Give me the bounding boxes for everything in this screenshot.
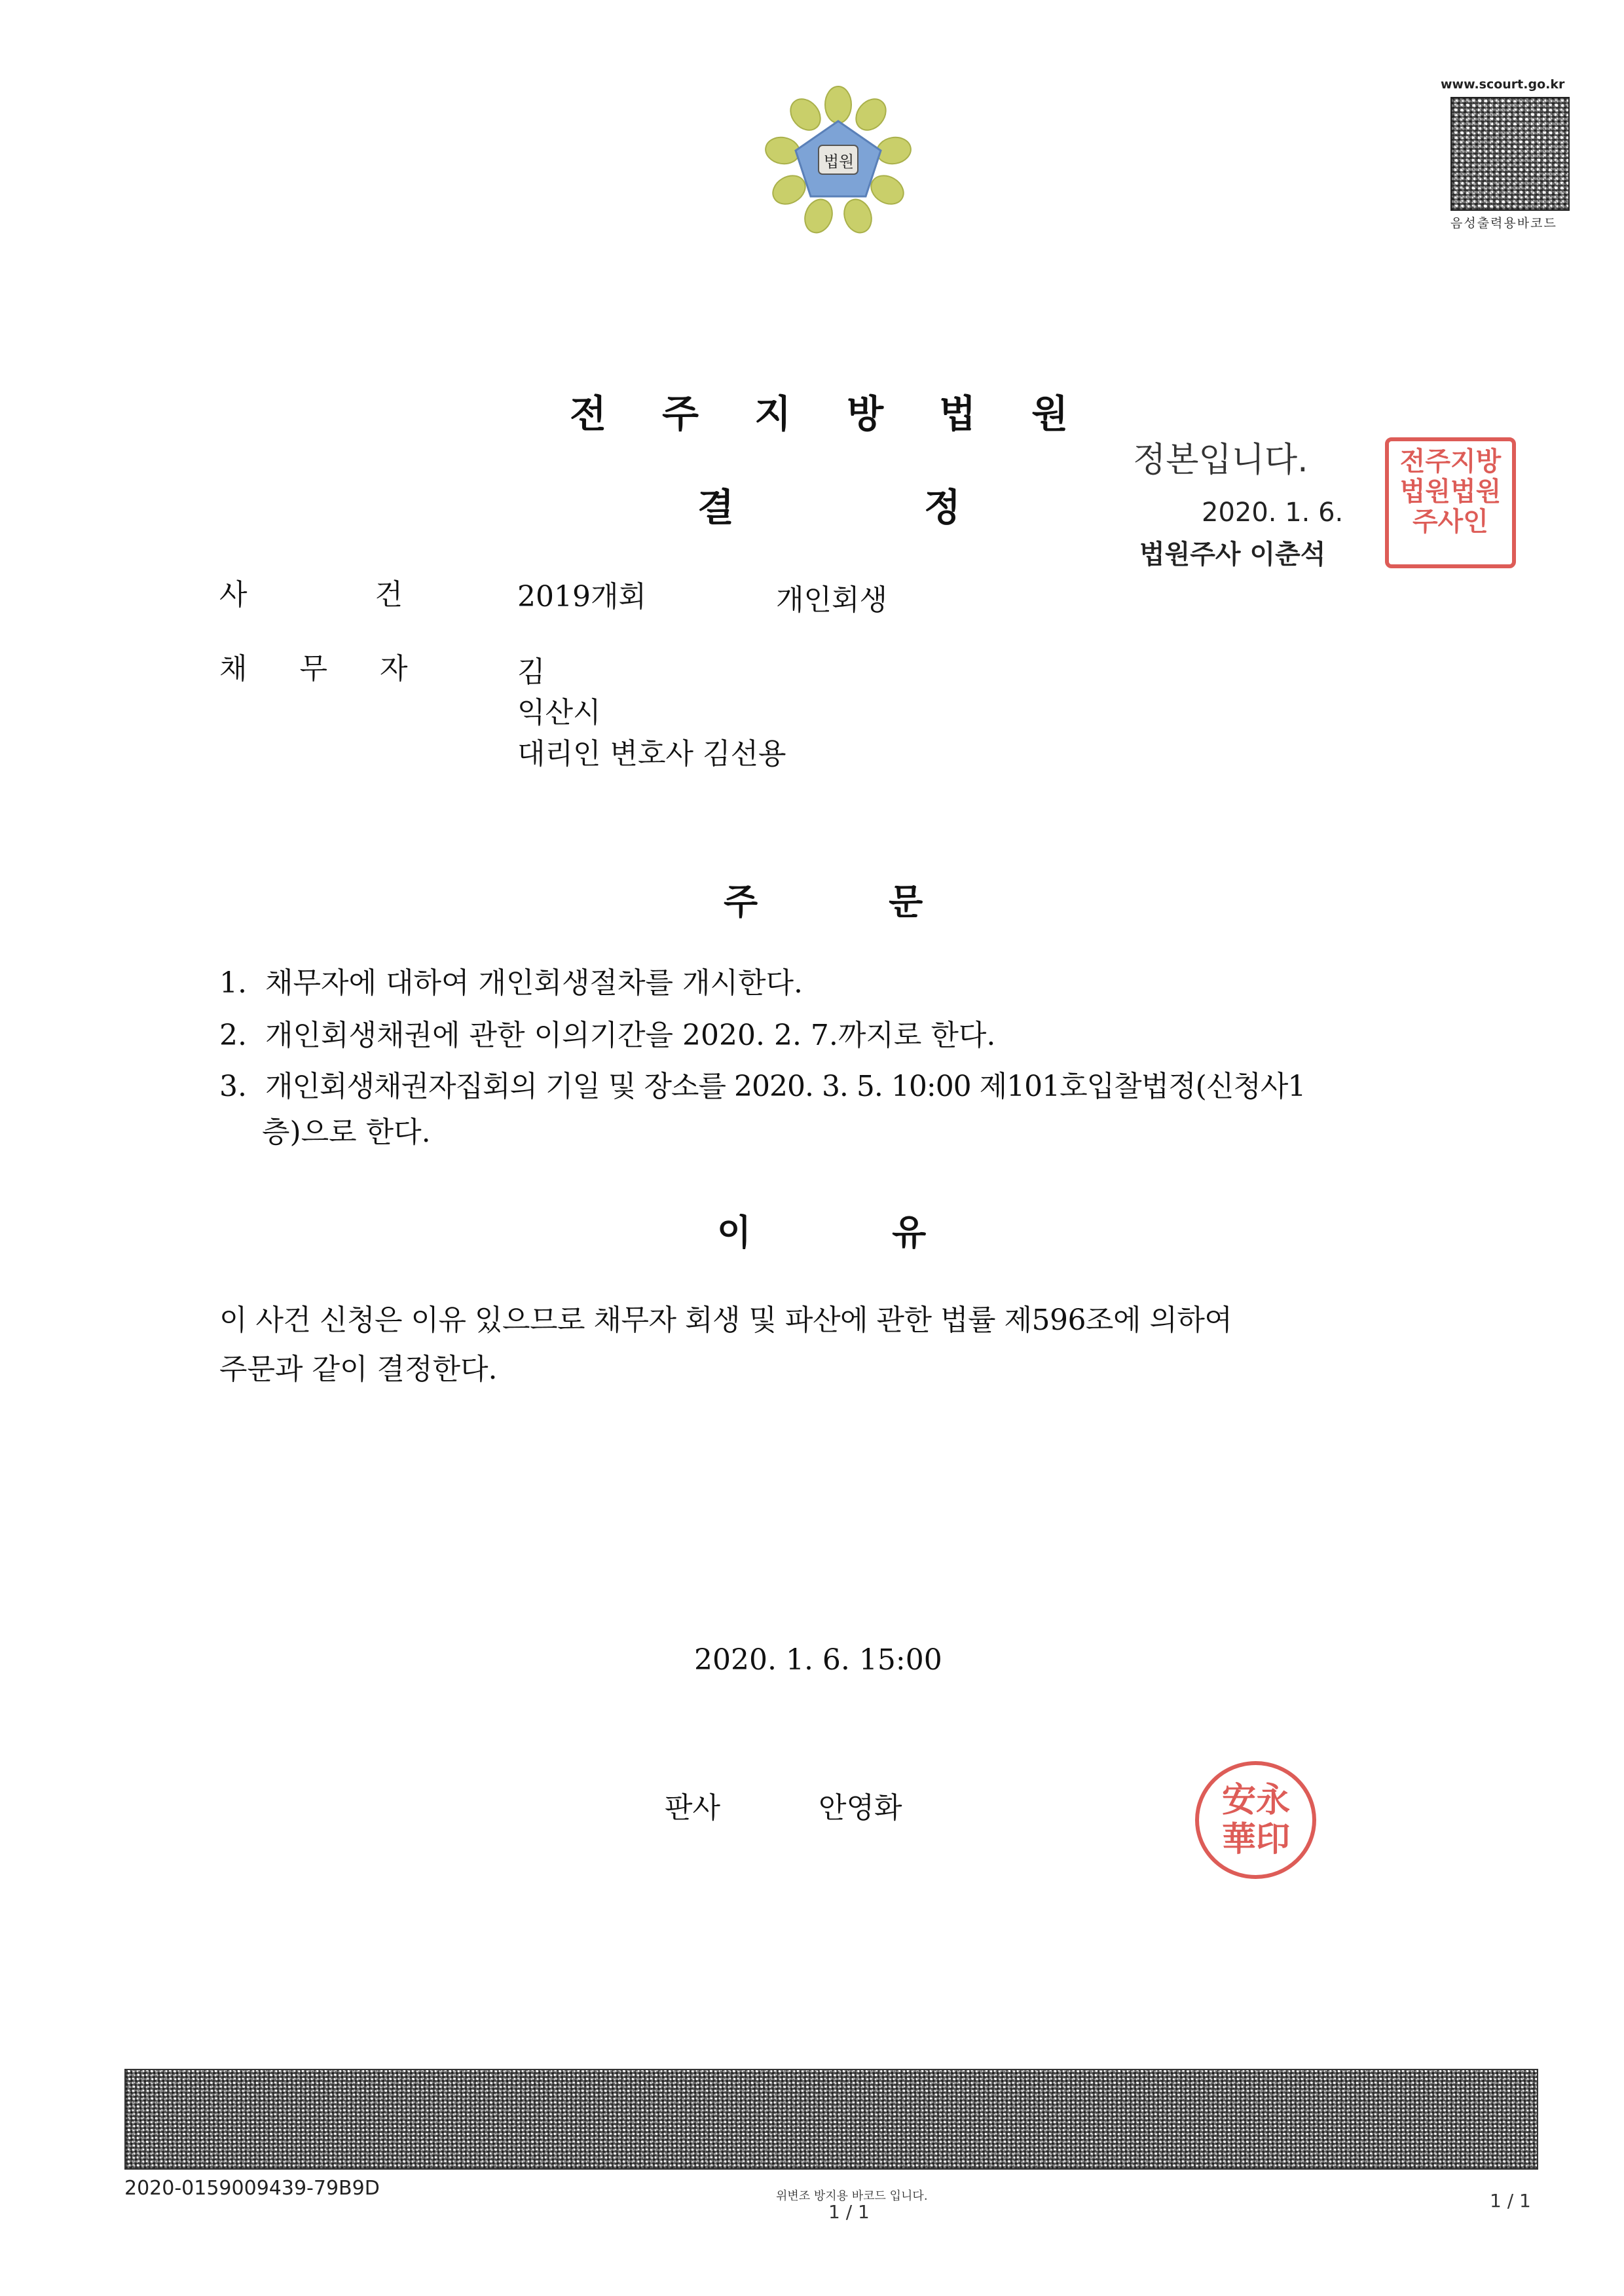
original-copy-notice: 정본입니다. bbox=[1133, 441, 1308, 480]
reason-heading bbox=[717, 1205, 926, 1255]
court-emblem bbox=[760, 85, 917, 236]
order-item bbox=[219, 1011, 995, 1053]
case-label-char: 사 bbox=[219, 578, 248, 611]
court-name-char: 방 bbox=[847, 392, 884, 436]
reason-heading-char: 이 bbox=[717, 1212, 752, 1253]
debtor-agent: 대리인 변호사 김선용 bbox=[517, 737, 786, 771]
order-item-number: 3. bbox=[219, 1070, 247, 1103]
scourt-url: www.scourt.go.kr bbox=[1441, 77, 1565, 92]
clerk-name: 법원주사 이춘석 bbox=[1139, 539, 1326, 570]
judge-seal bbox=[1195, 1761, 1316, 1879]
clerk-seal-text: 전주지방법원법원주사인 bbox=[1399, 446, 1502, 537]
order-item-text: 개인회생채권에 관한 이의기간을 2020. 2. 7.까지로 한다. bbox=[265, 1019, 996, 1052]
order-item-text: 채무자에 대하여 개인회생절차를 개시한다. bbox=[265, 966, 803, 1000]
case-label bbox=[219, 571, 403, 613]
court-name-char: 원 bbox=[1031, 392, 1069, 436]
court-name-char: 주 bbox=[662, 392, 699, 436]
document-type-char: 결 bbox=[697, 485, 735, 530]
court-name-char: 지 bbox=[754, 392, 792, 436]
order-item-text: 개인회생채권자집회의 기일 및 장소를 2020. 3. 5. 10:00 제101호입찰법정(신청사1 bbox=[265, 1070, 1306, 1103]
judge-name: 안영화 bbox=[819, 1791, 902, 1825]
order-heading bbox=[724, 874, 923, 924]
debtor-name: 김 bbox=[517, 655, 545, 689]
order-item bbox=[219, 1063, 1305, 1104]
anti-forgery-barcode bbox=[124, 2069, 1538, 2170]
debtor-label bbox=[219, 645, 408, 687]
document-id: 2020-0159009439-79B9D bbox=[124, 2177, 380, 2200]
emblem-label: 법원 bbox=[823, 153, 855, 171]
barcode-note: 위변조 방지용 바코드 입니다. bbox=[776, 2189, 928, 2203]
case-label-char: 건 bbox=[375, 578, 403, 611]
order-heading-char: 문 bbox=[889, 881, 923, 922]
document-type bbox=[697, 477, 961, 532]
reason-text-line: 주문과 같이 결정한다. bbox=[219, 1353, 498, 1386]
clerk-seal bbox=[1385, 437, 1516, 568]
court-name-char: 법 bbox=[939, 392, 976, 436]
court-name bbox=[570, 383, 1068, 438]
case-number: 2019개회 bbox=[517, 580, 646, 613]
debtor-label-char: 채 bbox=[219, 652, 248, 685]
debtor-label-char: 자 bbox=[380, 652, 408, 685]
order-item bbox=[219, 959, 803, 1001]
case-name: 개인회생 bbox=[776, 583, 888, 617]
court-name-char: 전 bbox=[570, 392, 607, 436]
order-heading-char: 주 bbox=[724, 881, 758, 922]
page-indicator-right: 1 / 1 bbox=[1490, 2190, 1531, 2212]
debtor-label-char: 무 bbox=[299, 652, 328, 685]
decision-datetime: 2020. 1. 6. 15:00 bbox=[694, 1643, 942, 1677]
order-item-continuation: 층)으로 한다. bbox=[262, 1116, 431, 1149]
debtor-address: 익산시 bbox=[517, 696, 601, 729]
reason-heading-char: 유 bbox=[892, 1212, 927, 1253]
certification-date: 2020. 1. 6. bbox=[1202, 498, 1344, 528]
reason-text-line: 이 사건 신청은 이유 있으므로 채무자 회생 및 파산에 관한 법률 제596조에 의하여 bbox=[219, 1303, 1232, 1337]
page-indicator-center: 1 / 1 bbox=[828, 2201, 870, 2223]
judge-title: 판사 bbox=[665, 1791, 721, 1825]
judge-seal-text: 安永華印 bbox=[1221, 1780, 1290, 1859]
qr-caption: 음성출력용바코드 bbox=[1450, 216, 1557, 230]
order-item-number: 2. bbox=[219, 1019, 247, 1052]
order-item-number: 1. bbox=[219, 966, 247, 1000]
voice-output-qr-code bbox=[1450, 97, 1570, 211]
document-type-char: 정 bbox=[924, 485, 961, 530]
